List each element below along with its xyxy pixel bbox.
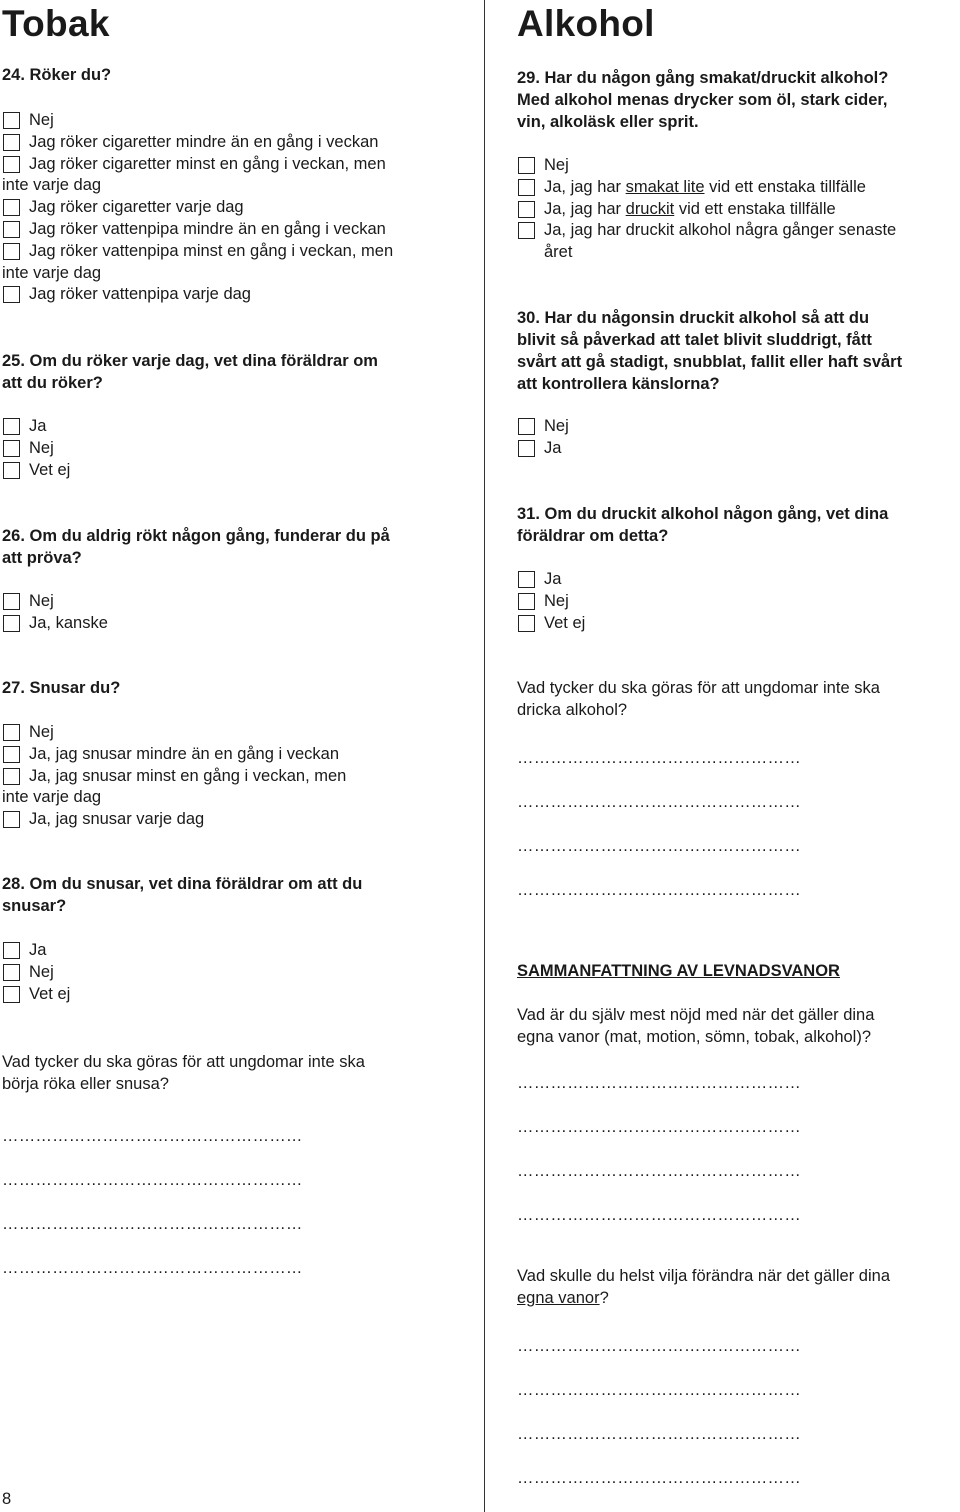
q29-option[interactable]: Ja, jag har druckit vid ett enstaka tillfälle	[517, 199, 896, 221]
q24-options	[2, 110, 393, 306]
q29-option[interactable]: Ja, jag har smakat lite vid ett enstaka tillfälle	[517, 177, 896, 199]
q30-option[interactable]: Ja	[517, 438, 569, 460]
answer-line[interactable]: ……………………………………………	[517, 1162, 801, 1180]
checkbox[interactable]	[518, 201, 535, 218]
checkbox[interactable]	[518, 418, 535, 435]
q31-option[interactable]: Ja	[517, 569, 585, 591]
q24-option[interactable]: Jag röker cigaretter mindre än en gång i veckan	[2, 132, 393, 154]
answer-lines-alkohol[interactable]	[517, 748, 801, 924]
q27-options	[2, 722, 346, 831]
answer-line[interactable]: ………………………………………………	[2, 1127, 303, 1145]
answer-line[interactable]: ……………………………………………	[517, 1337, 801, 1355]
checkbox[interactable]	[3, 615, 20, 632]
q27-option[interactable]: Nej	[2, 722, 346, 744]
answer-line[interactable]: ………………………………………………	[2, 1259, 303, 1277]
q26-question-line1: 26. Om du aldrig rökt någon gång, funderar du på	[2, 527, 390, 545]
answer-line[interactable]: ……………………………………………	[517, 837, 801, 855]
q30-question-line1: 30. Har du någonsin druckit alkohol så att du	[517, 309, 870, 327]
q30-option[interactable]: Nej	[517, 416, 569, 438]
q27-question: 27. Snusar du?	[2, 679, 121, 697]
checkbox[interactable]	[3, 811, 20, 828]
checkbox[interactable]	[3, 112, 20, 129]
checkbox[interactable]	[3, 156, 20, 173]
q26-question-line2: att pröva?	[2, 549, 82, 567]
q28-question-line2: snusar?	[2, 897, 67, 915]
answer-line[interactable]: ……………………………………………	[517, 881, 801, 899]
checkbox[interactable]	[518, 440, 535, 457]
open-question-alkohol-line1: Vad tycker du ska göras för att ungdomar inte ska	[517, 679, 880, 697]
q28-option[interactable]: Vet ej	[2, 984, 70, 1006]
answer-line[interactable]: ……………………………………………	[517, 1118, 801, 1136]
q28-option[interactable]: Nej	[2, 962, 70, 984]
q27-option[interactable]: Ja, jag snusar minst en gång i veckan, men	[2, 766, 346, 788]
open-question-forandra-line1: Vad skulle du helst vilja förändra när det gäller dina	[517, 1267, 890, 1285]
open-question-tobak-line2: börja röka eller snusa?	[2, 1075, 169, 1093]
q29-option[interactable]: Ja, jag har druckit alkohol några gånger senaste	[517, 220, 896, 242]
q28-option[interactable]: Ja	[2, 940, 70, 962]
q29-question-line3: vin, alkoläsk eller sprit.	[517, 113, 699, 131]
open-question-nojd-line1: Vad är du själv mest nöjd med när det gäller dina	[517, 1006, 875, 1024]
q30-question-line4: att kontrollera känslorna?	[517, 375, 720, 393]
q24-option[interactable]: Jag röker vattenpipa minst en gång i veckan, men	[2, 241, 393, 263]
checkbox[interactable]	[3, 986, 20, 1003]
q25-option[interactable]: Ja	[2, 416, 70, 438]
checkbox[interactable]	[518, 157, 535, 174]
q24-option[interactable]: Jag röker cigaretter minst en gång i veckan, men	[2, 154, 393, 176]
q24-option-continuation: inte varje dag	[2, 176, 102, 195]
q29-option[interactable]: Nej	[517, 155, 896, 177]
answer-line[interactable]: ………………………………………………	[2, 1171, 303, 1189]
checkbox[interactable]	[518, 593, 535, 610]
checkbox[interactable]	[3, 199, 20, 216]
q27-option[interactable]: Ja, jag snusar mindre än en gång i veckan	[2, 744, 346, 766]
checkbox[interactable]	[3, 134, 20, 151]
checkbox[interactable]	[3, 593, 20, 610]
q25-option[interactable]: Nej	[2, 438, 70, 460]
answer-line[interactable]: ……………………………………………	[517, 1381, 801, 1399]
section-title-tobak: Tobak	[2, 3, 110, 44]
open-question-forandra-line2: egna vanor?	[517, 1289, 609, 1307]
open-question-tobak-line1: Vad tycker du ska göras för att ungdomar inte ska	[2, 1053, 365, 1071]
q25-options	[2, 416, 70, 481]
checkbox[interactable]	[518, 179, 535, 196]
checkbox[interactable]	[3, 243, 20, 260]
answer-line[interactable]: ……………………………………………	[517, 1074, 801, 1092]
q30-question-line2: blivit så påverkad att talet blivit sluddrigt, fått	[517, 331, 872, 349]
q24-option-continuation: inte varje dag	[2, 263, 102, 282]
checkbox[interactable]	[518, 222, 535, 239]
q29-question-line2: Med alkohol menas drycker som öl, stark cider,	[517, 91, 888, 109]
checkbox[interactable]	[3, 462, 20, 479]
answer-line[interactable]: ……………………………………………	[517, 793, 801, 811]
answer-line[interactable]: ………………………………………………	[2, 1215, 303, 1233]
q31-option[interactable]: Vet ej	[517, 613, 585, 635]
q26-option[interactable]: Nej	[2, 591, 108, 613]
q29-option-continuation: året	[544, 243, 573, 262]
checkbox[interactable]	[3, 440, 20, 457]
q26-options	[2, 591, 108, 635]
checkbox[interactable]	[3, 286, 20, 303]
checkbox[interactable]	[3, 964, 20, 981]
q27-option-continuation: inte varje dag	[2, 788, 102, 807]
answer-line[interactable]: ……………………………………………	[517, 1206, 801, 1224]
q26-option[interactable]: Ja, kanske	[2, 613, 108, 635]
q28-question-line1: 28. Om du snusar, vet dina föräldrar om att du	[2, 875, 363, 893]
q28-options	[2, 940, 70, 1005]
summary-title: SAMMANFATTNING AV LEVNADSVANOR	[517, 962, 840, 980]
q25-question-line1: 25. Om du röker varje dag, vet dina föräldrar om	[2, 352, 378, 370]
checkbox[interactable]	[3, 746, 20, 763]
q27-option[interactable]: Ja, jag snusar varje dag	[2, 809, 346, 831]
q25-option[interactable]: Vet ej	[2, 460, 70, 482]
q31-option[interactable]: Nej	[517, 591, 585, 613]
q31-options	[517, 569, 585, 634]
answer-line[interactable]: ……………………………………………	[517, 1425, 801, 1443]
answer-lines-tobak[interactable]	[2, 1126, 303, 1302]
checkbox[interactable]	[3, 221, 20, 238]
q31-question-line2: föräldrar om detta?	[517, 527, 669, 545]
checkbox[interactable]	[518, 571, 535, 588]
answer-line[interactable]: ……………………………………………	[517, 749, 801, 767]
checkbox[interactable]	[3, 942, 20, 959]
q29-options	[517, 155, 896, 264]
q31-question-line1: 31. Om du druckit alkohol någon gång, vet dina	[517, 505, 889, 523]
q24-option[interactable]: Nej	[2, 110, 393, 132]
checkbox[interactable]	[3, 418, 20, 435]
checkbox[interactable]	[3, 724, 20, 741]
column-divider	[484, 0, 485, 1512]
q25-question-line2: att du röker?	[2, 374, 103, 392]
q30-options	[517, 416, 569, 460]
q24-option[interactable]: Jag röker vattenpipa varje dag	[2, 284, 393, 306]
q24-option[interactable]: Jag röker cigaretter varje dag	[2, 197, 393, 219]
answer-lines-nojd[interactable]	[517, 1073, 801, 1249]
open-question-alkohol-line2: dricka alkohol?	[517, 701, 628, 719]
page-number: 8	[2, 1490, 12, 1508]
q24-option[interactable]: Jag röker vattenpipa mindre än en gång i veckan	[2, 219, 393, 241]
q24-question: 24. Röker du?	[2, 66, 112, 84]
open-question-nojd-line2: egna vanor (mat, motion, sömn, tobak, alkohol)?	[517, 1028, 872, 1046]
q30-question-line3: svårt att gå stadigt, snubblat, fallit eller haft svårt	[517, 353, 903, 371]
section-title-alkohol: Alkohol	[517, 3, 655, 44]
checkbox[interactable]	[518, 615, 535, 632]
answer-line[interactable]: ……………………………………………	[517, 1469, 801, 1487]
checkbox[interactable]	[3, 768, 20, 785]
answer-lines-forandra[interactable]	[517, 1336, 801, 1512]
q29-question-line1: 29. Har du någon gång smakat/druckit alkohol?	[517, 69, 889, 87]
